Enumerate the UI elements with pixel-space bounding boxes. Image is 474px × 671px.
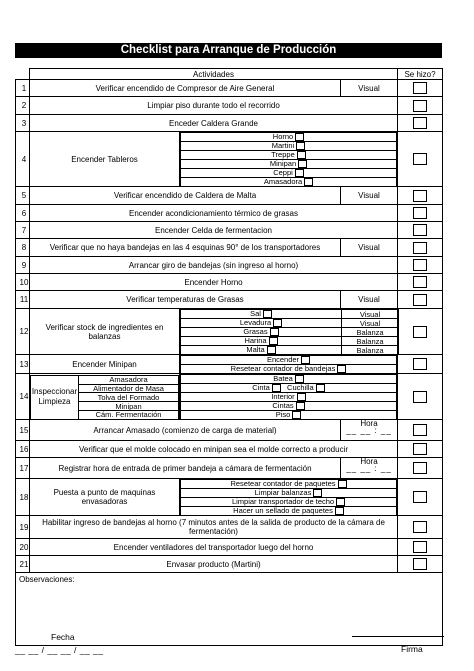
done-checkbox[interactable] <box>413 294 427 306</box>
hora-cell <box>341 458 398 479</box>
fecha-field[interactable]: __ __ / __ __ / __ __ <box>15 645 104 655</box>
envasadora-item: Limpiar balanzas <box>181 489 397 498</box>
activity-label: Habilitar ingreso de bandejas al horno (7 minutos antes de la salida de producto de la cámara de fermentación) <box>30 516 398 539</box>
row-number: 14 <box>16 374 30 420</box>
item-checkbox[interactable] <box>270 328 279 336</box>
item-checkbox[interactable] <box>263 310 272 318</box>
clean-item: Alimentador de Masa <box>79 384 179 393</box>
done-checkbox[interactable] <box>413 153 427 165</box>
done-checkbox[interactable] <box>413 207 427 219</box>
header-spacer <box>16 69 30 80</box>
item-checkbox[interactable] <box>267 346 276 354</box>
envasadora-item: Hacer un sellado de paquetes <box>181 507 397 516</box>
done-checkbox[interactable] <box>413 558 427 570</box>
item-checkbox[interactable] <box>295 169 304 177</box>
activity-label: Encender Celda de fermentacion <box>30 222 398 239</box>
clean-detail: Piso <box>181 411 397 420</box>
item-checkbox[interactable] <box>295 375 304 383</box>
activity-label: Verificar encendido de Caldera de Malta <box>30 187 341 205</box>
row-number: 19 <box>16 516 30 539</box>
done-cell <box>398 556 443 573</box>
done-checkbox[interactable] <box>413 391 427 403</box>
item-checkbox[interactable] <box>296 402 305 410</box>
check-method: Balanza <box>342 328 399 337</box>
minipan-item: Resetear contador de bandejas <box>181 365 397 374</box>
row-number: 12 <box>16 309 30 355</box>
row-number: 6 <box>16 205 30 222</box>
check-method: Visual <box>341 187 398 205</box>
row-number: 13 <box>16 355 30 374</box>
check-method: Visual <box>342 319 399 328</box>
row-number: 4 <box>16 132 30 187</box>
row-number: 1 <box>16 80 30 97</box>
done-cell <box>398 374 443 420</box>
done-cell <box>398 97 443 115</box>
activity-label: Verificar temperaturas de Grasas <box>30 291 341 309</box>
minipan-item: Encender <box>181 356 397 365</box>
activity-label: Arrancar Amasado (comienzo de carga de material) <box>30 420 341 441</box>
tablero-item: Treppe <box>181 151 397 160</box>
minipan-list <box>180 355 398 374</box>
clean-detail: Interior <box>181 393 397 402</box>
row-number: 18 <box>16 479 30 516</box>
hora-field[interactable]: __ __ : __ __ <box>346 426 392 442</box>
done-cell <box>398 516 443 539</box>
activity-label: Encender ventiladores del transportador luego del horno <box>30 539 398 556</box>
item-checkbox[interactable] <box>296 142 305 150</box>
item-checkbox[interactable] <box>269 337 278 345</box>
tablero-item: Amasadora <box>181 178 397 187</box>
done-checkbox[interactable] <box>413 259 427 271</box>
activity-label: Encender Minipan <box>30 355 180 374</box>
envasadora-item: Resetear contador de paquetes <box>181 480 397 489</box>
activity-label: Verificar stock de ingredientes en balanzas <box>30 309 180 355</box>
check-method: Visual <box>341 239 398 257</box>
row-number: 5 <box>16 187 30 205</box>
check-method: Balanza <box>342 337 399 346</box>
activity-label: Encender Horno <box>30 274 398 291</box>
item-checkbox[interactable] <box>316 384 325 392</box>
item-checkbox[interactable] <box>304 178 313 186</box>
tablero-item: Ceppi <box>181 169 397 178</box>
check-method: Visual <box>341 291 398 309</box>
item-checkbox[interactable] <box>338 480 347 488</box>
firma-label: Firma <box>401 644 423 654</box>
row-number: 20 <box>16 539 30 556</box>
activity-label: Verificar encendido de Compresor de Aire General <box>30 80 341 97</box>
item-checkbox[interactable] <box>272 384 281 392</box>
done-cell <box>398 309 443 355</box>
item-checkbox[interactable] <box>297 151 306 159</box>
observations-label: Observaciones: <box>19 575 75 585</box>
done-checkbox[interactable] <box>413 242 427 254</box>
row-number: 21 <box>16 556 30 573</box>
item-checkbox[interactable] <box>335 507 344 515</box>
clean-detail: Batea <box>181 375 397 384</box>
activity-label: Registrar hora de entrada de primer bandeja a cámara de fermentación <box>30 458 341 479</box>
clean-detail: Cintas <box>181 402 397 411</box>
activity-label: Envasar producto (Martini) <box>30 556 398 573</box>
done-cell <box>398 80 443 97</box>
item-checkbox[interactable] <box>292 411 301 419</box>
fecha-label: Fecha <box>51 632 75 642</box>
row-number: 2 <box>16 97 30 115</box>
tablero-item: Minipan <box>181 160 397 169</box>
done-cell <box>398 479 443 516</box>
item-checkbox[interactable] <box>295 133 304 141</box>
done-cell <box>398 539 443 556</box>
tablero-item: Horno <box>181 133 397 142</box>
done-checkbox[interactable] <box>413 424 427 436</box>
done-checkbox[interactable] <box>413 443 427 455</box>
done-checkbox[interactable] <box>413 117 427 129</box>
done-cell <box>398 291 443 309</box>
activity-label: Encender Tableros <box>30 132 180 187</box>
done-cell <box>398 132 443 187</box>
row-number: 10 <box>16 274 30 291</box>
item-checkbox[interactable] <box>337 365 346 373</box>
row-number: 17 <box>16 458 30 479</box>
done-checkbox[interactable] <box>413 224 427 236</box>
row-number: 8 <box>16 239 30 257</box>
hora-label: Hora <box>360 419 378 429</box>
activity-cell <box>30 374 180 420</box>
done-checkbox[interactable] <box>413 276 427 288</box>
activity-label: Enceder Caldera Grande <box>30 115 398 132</box>
activity-label: Limpiar piso durante todo el recorrido <box>30 97 398 115</box>
hora-field[interactable]: __ __ : __ __ <box>346 464 392 480</box>
row-number: 9 <box>16 257 30 274</box>
ingredient-item: Grasas <box>181 328 342 337</box>
row-number: 16 <box>16 441 30 458</box>
item-checkbox[interactable] <box>336 498 345 506</box>
activity-label: Verificar que no haya bandejas en las 4 esquinas 90° de los transportadores <box>30 239 341 257</box>
done-checkbox[interactable] <box>413 462 427 474</box>
check-method: Visual <box>341 80 398 97</box>
done-cell <box>398 239 443 257</box>
item-checkbox[interactable] <box>313 489 322 497</box>
clean-item: Cám. Fermentación <box>79 410 179 418</box>
done-cell <box>398 274 443 291</box>
ingredient-item: Sal <box>181 310 342 319</box>
clean-item: Amasadora <box>79 375 179 384</box>
activity-label: Puesta a punto de maquinas envasadoras <box>30 479 180 516</box>
signature-line[interactable] <box>352 636 444 637</box>
check-method: Visual <box>342 310 399 319</box>
item-checkbox[interactable] <box>301 356 310 364</box>
done-cell <box>398 257 443 274</box>
done-checkbox[interactable] <box>413 541 427 553</box>
done-cell <box>398 222 443 239</box>
done-cell <box>398 205 443 222</box>
row-number: 3 <box>16 115 30 132</box>
checklist-table <box>15 68 443 646</box>
done-checkbox[interactable] <box>413 190 427 202</box>
activity-label: Inspeccionar Limpieza <box>31 375 79 419</box>
done-cell <box>398 441 443 458</box>
page-title: Checklist para Arranque de Producción <box>15 43 442 58</box>
clean-detail-list <box>180 374 398 420</box>
activity-label: Verificar que el molde colocado en minipan sea el molde correcto a producir <box>30 441 398 458</box>
done-cell <box>398 458 443 479</box>
done-checkbox[interactable] <box>413 100 427 112</box>
hora-cell <box>341 420 398 441</box>
ingredient-item: Malta <box>181 346 342 355</box>
ingredients-list <box>180 309 398 355</box>
done-cell <box>398 420 443 441</box>
envasadoras-list <box>180 479 398 516</box>
done-cell <box>398 187 443 205</box>
row-number: 15 <box>16 420 30 441</box>
done-checkbox[interactable] <box>413 521 427 533</box>
item-checkbox[interactable] <box>298 160 307 168</box>
clean-item: Minipan <box>79 402 179 411</box>
row-number: 11 <box>16 291 30 309</box>
item-checkbox[interactable] <box>273 319 282 327</box>
hora-label: Hora <box>360 457 378 467</box>
header-activities: Actividades <box>30 69 398 80</box>
observations-field[interactable] <box>16 573 443 646</box>
header-done: Se hizo? <box>398 69 443 80</box>
done-checkbox[interactable] <box>413 82 427 94</box>
clean-item: Tolva del Formado <box>79 393 179 402</box>
activity-label: Arrancar giro de bandejas (sin ingreso al horno) <box>30 257 398 274</box>
done-checkbox[interactable] <box>413 358 427 370</box>
done-checkbox[interactable] <box>413 326 427 338</box>
done-cell <box>398 355 443 374</box>
tableros-list <box>180 132 398 187</box>
done-cell <box>398 115 443 132</box>
ingredient-item: Harina <box>181 337 342 346</box>
check-method: Balanza <box>342 346 399 355</box>
activity-label: Encender acondicionamiento térmico de grasas <box>30 205 398 222</box>
envasadora-item: Limpiar transportador de techo <box>181 498 397 507</box>
row-number: 7 <box>16 222 30 239</box>
ingredient-item: Levadura <box>181 319 342 328</box>
clean-detail: Cinta Cuchilla <box>181 384 397 393</box>
item-checkbox[interactable] <box>297 393 306 401</box>
done-checkbox[interactable] <box>413 491 427 503</box>
tablero-item: Martini <box>181 142 397 151</box>
